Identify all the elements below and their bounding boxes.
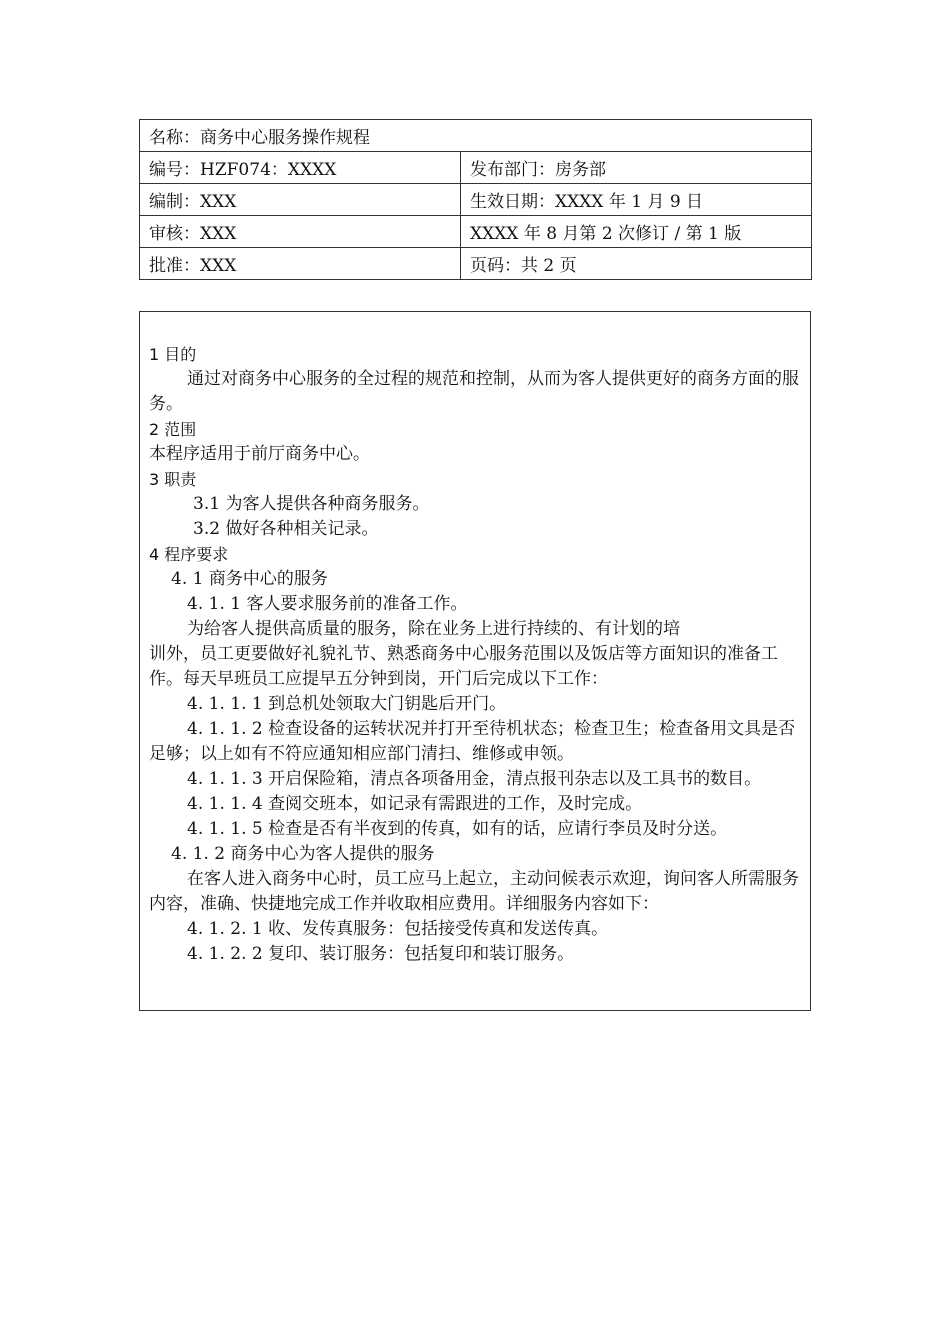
subsection-heading: 4. 1. 1 客人要求服务前的准备工作。 (187, 594, 468, 614)
header-row-number (140, 152, 812, 184)
responsibility-item: 3.1 为客人提供各种商务服务。 (193, 494, 430, 514)
paragraph-text: 为给客人提供高质量的服务，除在业务上进行持续的、有计划的培 (187, 619, 680, 639)
revision-info: XXXX 年 8 月第 2 次修订 / 第 1 版 (461, 216, 812, 248)
procedure-content (149, 342, 803, 967)
responsibility-item: 3.2 做好各种相关记录。 (193, 519, 379, 539)
section-heading-responsibilities: 3 职责 (149, 470, 197, 489)
purpose-text: 通过对商务中心服务的全过程的规范和控制，从而为客人提供更好的商务方面的服务。 (149, 369, 799, 414)
header-row-approver (140, 248, 812, 280)
procedure-step: 4. 1. 1. 2 检查设备的运转状况并打开至待机状态；检查卫生；检查备用文具是否足够；以上如有不符应通知相应部门清扫、维修或申领。 (149, 719, 796, 764)
header-row-name (140, 120, 812, 152)
procedure-step: 4. 1. 1. 5 检查是否有半夜到的传真，如有的话，应请行李员及时分送。 (187, 819, 728, 839)
document-number: 编号：HZF074：XXXX (140, 152, 461, 184)
procedure-body-box (139, 311, 811, 1011)
reviewer: 审核：XXX (140, 216, 461, 248)
procedure-step: 4. 1. 1. 4 查阅交班本，如记录有需跟进的工作，及时完成。 (187, 794, 643, 814)
subsection-heading: 4. 1. 2 商务中心为客人提供的服务 (171, 844, 435, 864)
paragraph-text: 在客人进入商务中心时，员工应马上起立，主动问候表示欢迎，询问客人所需服务内容，准确、快捷地完成工作并收取相应费用。详细服务内容如下： (149, 869, 799, 914)
procedure-step: 4. 1. 2. 1 收、发传真服务：包括接受传真和发送传真。 (187, 919, 609, 939)
procedure-step: 4. 1. 1. 1 到总机处领取大门钥匙后开门。 (187, 694, 507, 714)
procedure-step: 4. 1. 2. 2 复印、装订服务：包括复印和装订服务。 (187, 944, 575, 964)
scope-text: 本程序适用于前厅商务中心。 (149, 444, 370, 464)
effective-date: 生效日期：XXXX 年 1 月 9 日 (461, 184, 812, 216)
procedure-name: 名称：商务中心服务操作规程 (140, 120, 812, 152)
issuing-department: 发布部门：房务部 (461, 152, 812, 184)
subsection-heading: 4. 1 商务中心的服务 (171, 569, 328, 589)
header-row-reviewer (140, 216, 812, 248)
page-count: 页码：共 2 页 (461, 248, 812, 280)
section-heading-procedure: 4 程序要求 (149, 545, 229, 564)
section-heading-purpose: 1 目的 (149, 345, 197, 364)
section-heading-scope: 2 范围 (149, 420, 197, 439)
compiler: 编制：XXX (140, 184, 461, 216)
paragraph-text: 训外，员工更要做好礼貌礼节、熟悉商务中心服务范围以及饭店等方面知识的准备工作。每天早班员工应提早五分钟到岗，开门后完成以下工作： (149, 644, 778, 689)
procedure-step: 4. 1. 1. 3 开启保险箱，清点各项备用金，清点报刊杂志以及工具书的数目。 (187, 769, 762, 789)
approver: 批准：XXX (140, 248, 461, 280)
document-header-table (139, 119, 812, 280)
header-row-compiler (140, 184, 812, 216)
